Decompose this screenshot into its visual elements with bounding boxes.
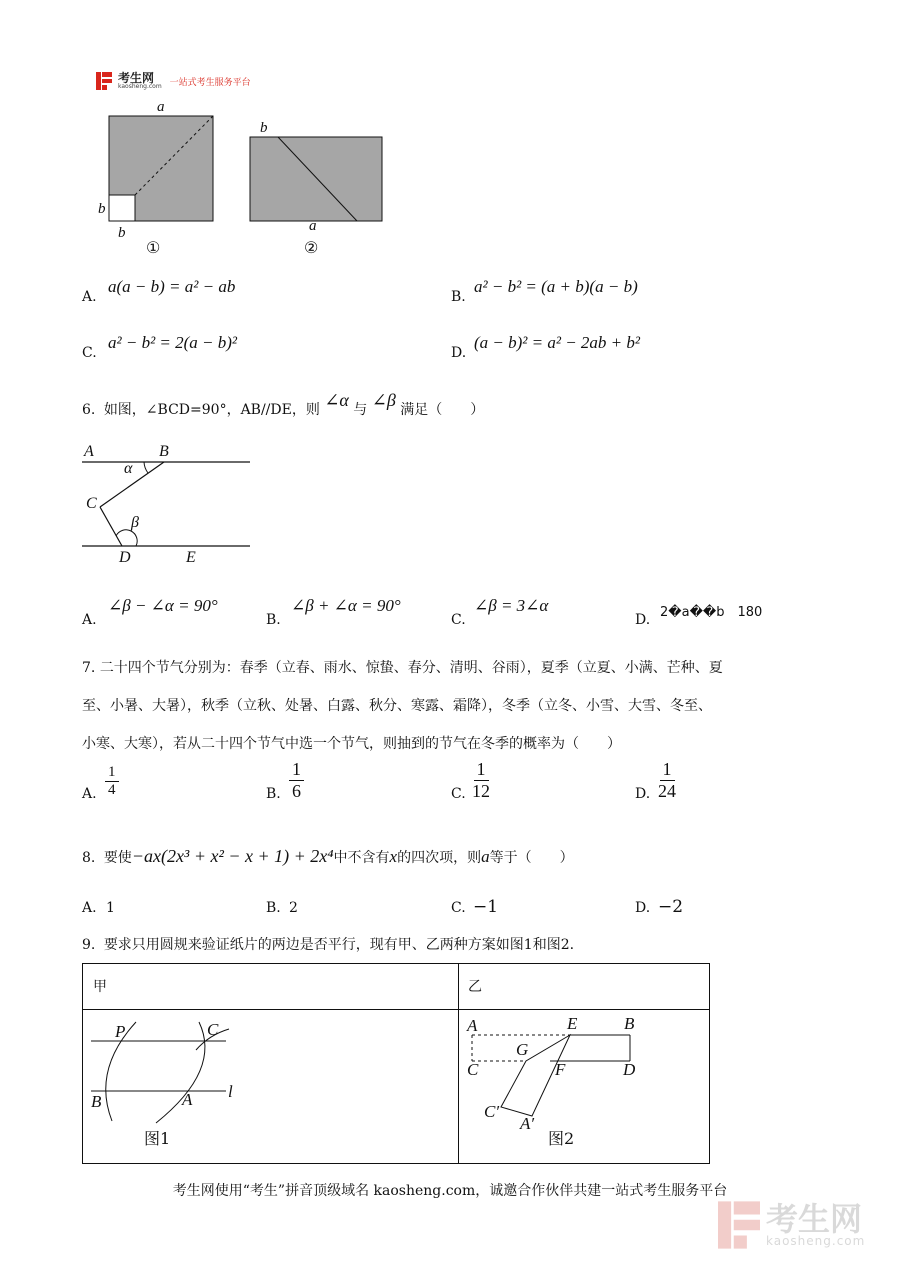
q8-post: 等于（ ）	[489, 850, 574, 866]
header-logo	[96, 72, 251, 90]
q6-option-b-label: B.	[266, 612, 281, 628]
q6-option-d: 2�a��b 180	[660, 605, 763, 620]
q8-option-a: 1	[106, 900, 115, 916]
fig1-small-square	[109, 195, 135, 221]
alpha-arc	[144, 462, 148, 473]
q6-option-d-label: D.	[635, 612, 651, 628]
fig2-caption: ②	[304, 238, 319, 257]
q7-option-b-den: 6	[292, 780, 301, 801]
fig1-label-top: a	[157, 99, 165, 115]
q9-number: 9.	[82, 937, 96, 953]
q7-stem	[82, 657, 822, 753]
q6-point-c: C	[86, 495, 97, 512]
fig1-point-c: C	[207, 1020, 219, 1039]
table-head-right: 乙	[468, 979, 482, 995]
q7-option-c-num: 1	[474, 759, 489, 781]
q7-option-c-label: C.	[451, 786, 466, 802]
q8-option-c: −1	[473, 897, 499, 917]
q5-option-b-label: B.	[451, 289, 466, 305]
fig1-arc-right	[156, 1022, 205, 1123]
q6-option-c-label: C.	[451, 612, 466, 628]
q7-option-b-label: B.	[266, 786, 281, 802]
fig1-point-a: A	[182, 1090, 193, 1109]
logo-name: 考生网	[118, 71, 155, 85]
watermark	[718, 1200, 865, 1250]
q8-pre: 要使	[103, 850, 132, 866]
q9-stem	[82, 934, 574, 954]
fig1-point-b: B	[91, 1092, 102, 1111]
q5-option-a-label: A.	[82, 289, 97, 305]
fig1-caption: ①	[146, 238, 161, 257]
logo-icon	[96, 72, 112, 90]
q6-option-c: ∠β = 3∠α	[474, 596, 549, 615]
q7-line3: 小寒、大寒），若从二十四个节气中选一个节气，则抽到的节气在冬季的概率为（ ）	[82, 736, 621, 752]
q5-option-d: (a − b)² = a² − 2ab + b²	[474, 333, 640, 352]
q8-var: x	[389, 847, 398, 866]
q9-fig1	[84, 1010, 454, 1160]
q5-figures	[90, 95, 410, 265]
q7-option-a-num: 1	[105, 764, 119, 782]
fig2-point-a1: A′	[520, 1114, 535, 1133]
fig2-point-a: A	[467, 1016, 478, 1035]
q8-option-b: 2	[289, 900, 298, 916]
q7-option-a	[105, 764, 119, 800]
q5-option-a: a(a − b) = a² − ab	[108, 277, 236, 296]
q7-option-b-num: 1	[289, 759, 304, 781]
q6-point-a: A	[84, 443, 94, 460]
fig1-label-left: b	[98, 201, 106, 217]
q6-mid: 与	[353, 402, 368, 418]
q7-option-c-den: 12	[472, 780, 490, 801]
q6-beta: ∠β	[371, 390, 396, 410]
q6-alpha: ∠α	[324, 390, 349, 410]
q6-option-b: ∠β + ∠α = 90°	[291, 596, 401, 615]
fig2-point-d: D	[623, 1060, 636, 1079]
segment-cd	[100, 507, 122, 546]
fig2-point-g: G	[516, 1040, 529, 1059]
watermark-name: 考生网	[766, 1200, 863, 1238]
q5-option-c-label: C.	[82, 345, 97, 361]
q6-text-before: 如图，∠BCD=90°，AB//DE，则	[103, 402, 320, 418]
q7-option-d-label: D.	[635, 786, 651, 802]
q6-alpha-label: α	[124, 460, 133, 477]
fig2-rect	[250, 137, 382, 221]
watermark-domain: kaosheng.com	[766, 1234, 866, 1248]
q8-option-c-label: C.	[451, 900, 466, 916]
fig2-point-b: B	[624, 1014, 635, 1033]
q7-option-b	[289, 759, 304, 801]
q8-stem	[82, 846, 574, 867]
q7-number: 7.	[82, 660, 96, 676]
q7-option-d-num: 1	[660, 759, 675, 781]
q6-option-a-label: A.	[82, 612, 97, 628]
q7-line2: 至、小暑、大暑），秋季（立秋、处暑、白露、秋分、寒露、霜降），冬季（立冬、小雪、大雪、冬至、	[82, 698, 712, 714]
logo-slogan: 一站式考生服务平台	[169, 77, 251, 88]
page-footer: 考生网使用“考生”拼音顶级域名 kaosheng.com，诚邀合作伙伴共建一站式考生服务平台	[172, 1183, 728, 1199]
q6-number: 6.	[82, 402, 96, 418]
q5-option-b: a² − b² = (a + b)(a − b)	[474, 277, 638, 296]
fig1-line-l: l	[228, 1082, 233, 1101]
q5-option-d-label: D.	[451, 345, 467, 361]
q7-option-c	[472, 759, 490, 801]
fig1-point-p: P	[115, 1022, 126, 1041]
q8-option-d: −2	[658, 897, 684, 917]
logo-domain: kaosheng.com	[118, 83, 162, 90]
q8-var2: a	[481, 847, 490, 866]
fig2-point-c1: C′	[484, 1102, 500, 1121]
q8-number: 8.	[82, 850, 96, 866]
beta-arc	[116, 530, 137, 546]
fig2-caption: 图2	[548, 1129, 575, 1148]
q7-line1: 二十四个节气分别为：春季（立春、雨水、惊蛰、春分、清明、谷雨），夏季（立夏、小满、芒种、夏	[99, 660, 723, 676]
q5-option-c: a² − b² = 2(a − b)²	[108, 333, 238, 352]
q8-option-d-label: D.	[635, 900, 651, 916]
q8-expr: −ax(2x³ + x² − x + 1) + 2x⁴	[131, 846, 334, 866]
table-head-left: 甲	[93, 979, 107, 995]
q7-option-d-den: 24	[658, 780, 676, 801]
q9-text: 要求只用圆规来验证纸片的两边是否平行，现有甲、乙两种方案如图1和图2.	[103, 937, 575, 953]
fig2-point-f: F	[555, 1060, 566, 1079]
q6-option-a: ∠β − ∠α = 90°	[108, 596, 218, 615]
fig1-label-bottom: b	[118, 225, 126, 241]
q6-point-e: E	[186, 549, 196, 566]
q6-stem	[82, 390, 485, 419]
q8-mid2: 的四次项，则	[397, 850, 482, 866]
q8-option-b-label: B.	[266, 900, 281, 916]
q6-point-b: B	[159, 443, 169, 460]
q8-mid: 中不含有	[333, 850, 390, 866]
q7-option-a-label: A.	[82, 786, 97, 802]
fig2-point-e: E	[567, 1014, 578, 1033]
q8-option-a-label: A.	[82, 900, 97, 916]
q6-point-d: D	[119, 549, 131, 566]
watermark-logo-icon	[718, 1200, 760, 1250]
q7-option-d	[658, 759, 676, 801]
q6-text-after: 满足（ ）	[400, 402, 485, 418]
fig1-caption: 图1	[144, 1129, 171, 1148]
q6-beta-label: β	[131, 514, 139, 531]
q7-option-a-den: 4	[108, 782, 116, 799]
fig2-label-top: b	[260, 120, 268, 136]
q6-figure	[80, 450, 260, 565]
fig2-label-bottom: a	[309, 218, 317, 234]
fig2-point-c: C	[467, 1060, 479, 1079]
